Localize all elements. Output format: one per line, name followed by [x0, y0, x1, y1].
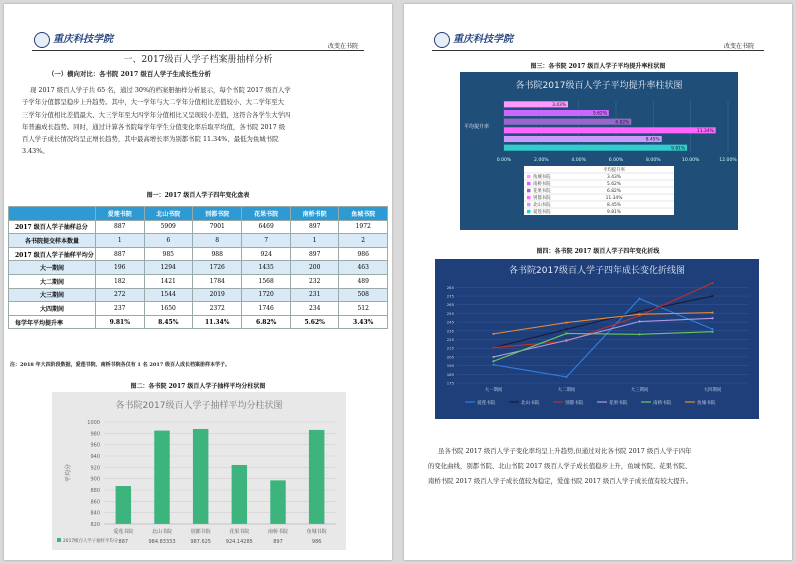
header-right-text: 改变在书院 — [724, 43, 755, 50]
y-tick-label: 265 — [446, 302, 454, 308]
row-label: 每学年平均提升率 — [9, 315, 96, 329]
table-cell: 2019 — [193, 288, 242, 302]
table-row — [9, 315, 388, 329]
table-note: 注：2018 年大四阶段数据，爱莲书院、南桥书院各仅有 1 名 2017 级百人成长档案册样本学子。 — [10, 362, 231, 368]
legend-swatch — [527, 203, 531, 207]
table-cell: 1544 — [144, 288, 193, 302]
x-tick-label: 4.00% — [571, 158, 586, 163]
paragraph-line: 现 2017 级百人学子共 65 名，通过 30%的档案册抽样分析显示，每个书院 2017 级百人学 — [30, 86, 291, 94]
legend-value: 9.81% — [607, 210, 621, 215]
table-cell: 1421 — [144, 274, 193, 288]
y-tick-label: 980 — [90, 431, 100, 438]
row-label: 大一期间 — [9, 261, 96, 275]
y-tick-label: 235 — [446, 328, 454, 334]
data-label: 984.83333 — [148, 539, 176, 545]
table-cell: 512 — [339, 302, 388, 316]
college-seal-icon — [34, 32, 50, 48]
legend-label: 爱莲书院 — [477, 401, 496, 406]
data-point — [711, 311, 713, 313]
table-cell: 7 — [242, 234, 291, 248]
bar — [154, 431, 169, 524]
table-cell: 1650 — [144, 302, 193, 316]
x-tick-label: 10.00% — [681, 158, 700, 163]
paragraph-line: 3.43%。 — [22, 147, 49, 156]
table-header-cell — [9, 207, 96, 221]
avg-score-bar-chart — [52, 392, 346, 550]
data-point — [492, 356, 494, 358]
data-point — [711, 282, 713, 284]
table-cell: 3.43% — [339, 315, 388, 329]
legend-label: 鱼城书院 — [533, 175, 551, 180]
y-tick-label: 860 — [90, 499, 100, 506]
chart2-caption: 图二：各书院 2017 级百人学子抽样平均分柱状图 — [130, 383, 266, 390]
row-label: 各书院提交样本数量 — [9, 234, 96, 248]
document-page-1 — [4, 4, 392, 560]
table-cell: 6 — [144, 234, 193, 248]
row-label: 大二期间 — [9, 274, 96, 288]
table-row — [9, 274, 388, 288]
table-cell: 1435 — [242, 261, 291, 275]
chart-title: 各书院2017级百人学子平均提升率柱状图 — [515, 81, 683, 91]
y-tick-label: 215 — [446, 345, 454, 351]
data-point — [711, 328, 713, 330]
legend-label: 鱼城书院 — [697, 401, 716, 406]
data-point — [492, 364, 494, 366]
paragraph-line: 年普遍成长趋势。同时，通过计算各书院每学年学生分值变化率后取平均值，各书院 2017 级 — [22, 122, 286, 131]
legend-value: 11.34% — [605, 196, 623, 201]
table-row — [9, 288, 388, 302]
data-point — [492, 346, 494, 348]
legend-swatch — [527, 210, 531, 214]
bar — [504, 145, 687, 151]
table-cell: 1784 — [193, 274, 242, 288]
table-cell: 1746 — [242, 302, 291, 316]
table-header-cell: 鱼城书院 — [339, 207, 388, 221]
table-cell: 1720 — [242, 288, 291, 302]
table-row — [9, 234, 388, 248]
table-cell: 2 — [339, 234, 388, 248]
table-cell: 1 — [290, 234, 339, 248]
legend-label: 北山书院 — [533, 203, 551, 208]
data-point — [711, 331, 713, 333]
section-subtitle: （一）横向对比：各书院 2017 级百人学子生成长性分析 — [48, 70, 211, 78]
data-label: 11.34% — [696, 129, 714, 135]
x-tick-label: 8.00% — [646, 158, 661, 163]
legend-table-header: 平均提升率 — [603, 168, 625, 173]
x-tick-label: 南桥书院 — [267, 529, 289, 535]
improvement-rate-bar-chart — [460, 72, 738, 230]
table-header-row — [9, 207, 388, 221]
table-cell: 6469 — [242, 220, 291, 234]
row-label: 2017 级百人学子抽样总分 — [9, 220, 96, 234]
document-page-2 — [404, 4, 792, 560]
bar — [232, 465, 247, 524]
table-cell: 489 — [339, 274, 388, 288]
y-tick-label: 1000 — [87, 420, 100, 426]
chart-background — [435, 259, 759, 419]
analysis-paragraph — [22, 84, 378, 158]
y-tick-label: 225 — [446, 337, 454, 343]
bar — [504, 127, 716, 133]
table-cell: 2372 — [193, 302, 242, 316]
table-cell: 231 — [290, 288, 339, 302]
x-tick-label: 大二期间 — [557, 388, 576, 393]
table-header-cell: 别都书院 — [193, 207, 242, 221]
legend-label: 南桥书院 — [653, 401, 672, 406]
paragraph-line: 百人学子成长情况均呈正增长趋势，其中最高增长率为别都书院 11.34%、最低为鱼城书院 — [22, 135, 279, 144]
table-row — [9, 261, 388, 275]
data-point — [638, 313, 640, 315]
bar — [270, 480, 285, 524]
table-cell: 897 — [290, 220, 339, 234]
header-divider — [432, 50, 764, 51]
paragraph-line: 虽各书院 2017 级百人学子变化率均呈上升趋势,但通过对比各书院 2017 级百人学子四年 — [438, 447, 692, 455]
data-point — [638, 320, 640, 322]
data-point — [638, 298, 640, 300]
data-label: 5.62% — [592, 111, 607, 117]
table-cell: 7901 — [193, 220, 242, 234]
table-header-cell: 南桥书院 — [290, 207, 339, 221]
data-point — [492, 360, 494, 362]
x-tick-label: 花果书院 — [229, 529, 250, 535]
table-cell: 1568 — [242, 274, 291, 288]
x-tick-label: 爱莲书院 — [113, 529, 134, 535]
legend-swatch — [527, 196, 531, 200]
table-cell: 1726 — [193, 261, 242, 275]
table-cell: 1294 — [144, 261, 193, 275]
data-point — [565, 376, 567, 378]
legend-value: 5.62% — [607, 182, 621, 187]
row-label: 大三期间 — [9, 288, 96, 302]
header-divider — [32, 50, 364, 51]
header-right-text: 改变在书院 — [328, 43, 359, 50]
data-label: 3.43% — [552, 103, 567, 109]
table-row — [9, 220, 388, 234]
y-tick-label: 255 — [446, 310, 454, 316]
x-tick-label: 12.00% — [719, 158, 737, 163]
data-point — [638, 310, 640, 312]
table-cell: 1 — [96, 234, 145, 248]
chart1-caption: 图三：各书院 2017 级百人学子平均提升率柱状图 — [530, 63, 666, 70]
paragraph-line: 三学年分值相比差值最大、大三学年至大四学年分值相比又呈现较小差值，这符合各学生大学四 — [22, 110, 291, 119]
table-cell: 182 — [96, 274, 145, 288]
data-point — [565, 339, 567, 341]
data-label: 887 — [118, 539, 129, 545]
table-cell: 8 — [193, 234, 242, 248]
bar — [193, 429, 208, 524]
x-tick-label: 大一期间 — [484, 388, 503, 393]
table-row — [9, 247, 388, 261]
data-point — [711, 317, 713, 319]
data-table — [8, 206, 388, 329]
table-cell: 196 — [96, 261, 145, 275]
x-tick-label: 别都书院 — [190, 529, 211, 535]
chart-title: 各书院2017级百人学子抽样平均分柱状图 — [115, 401, 283, 411]
y-tick-label: 820 — [90, 522, 100, 528]
legend-swatch — [57, 538, 61, 542]
legend-label: 北山书院 — [521, 401, 540, 406]
x-tick-label: 2.00% — [534, 158, 549, 163]
legend-value: 8.45% — [607, 203, 621, 208]
table-cell: 985 — [144, 247, 193, 261]
college-logo: 重庆科技学院 — [434, 30, 513, 48]
legend-label: 花果书院 — [609, 401, 628, 406]
paragraph-line: 南桥书院 2017 级百人学子成长值较为稳定，爱莲书院 2017 级百人学子成长值有较大提升。 — [428, 477, 693, 485]
legend-label: 南桥书院 — [533, 182, 551, 187]
legend-label: 花果书院 — [533, 189, 551, 194]
bar — [504, 136, 662, 142]
data-point — [565, 332, 567, 334]
x-tick-label: 6.00% — [608, 158, 624, 163]
paragraph-line: 子学年分值都呈稳步上升趋势。其中，大一学年与大二学年分值相比差值较小、大二学年至大 — [22, 98, 285, 107]
x-tick-label: 大三期间 — [630, 388, 649, 393]
table-cell: 508 — [339, 288, 388, 302]
college-logo: 重庆科技学院 — [34, 30, 113, 48]
table-caption: 图一：2017 级百人学子四年变化盘表 — [146, 192, 250, 199]
bar — [116, 486, 131, 524]
table-cell: 988 — [193, 247, 242, 261]
table-cell: 234 — [290, 302, 339, 316]
y-tick-label: 840 — [90, 510, 100, 517]
y-tick-label: 900 — [90, 476, 100, 483]
chart3-caption: 图四：各书院 2017 级百人学子四年变化折线 — [536, 248, 660, 255]
legend-swatch — [527, 189, 531, 193]
data-point — [711, 295, 713, 297]
table-header-cell: 花果书院 — [242, 207, 291, 221]
legend-label: 2017级百人学子抽样平均分 — [63, 539, 119, 544]
conclusion-paragraph — [428, 444, 778, 489]
table-cell: 986 — [339, 247, 388, 261]
table-cell: 272 — [96, 288, 145, 302]
table-cell: 6.82% — [242, 315, 291, 329]
bar — [309, 430, 324, 524]
y-tick-label: 920 — [90, 465, 100, 472]
legend-value: 6.82% — [607, 189, 621, 194]
data-label: 986 — [311, 539, 322, 545]
y-tick-label: 245 — [446, 319, 454, 325]
legend-swatch — [527, 182, 531, 186]
table-cell: 5909 — [144, 220, 193, 234]
data-label: 987.625 — [190, 539, 212, 545]
table-cell: 887 — [96, 247, 145, 261]
table-cell: 8.45% — [144, 315, 193, 329]
data-label: 9.81% — [671, 146, 686, 152]
data-point — [492, 333, 494, 335]
x-tick-label: 鱼城书院 — [306, 529, 327, 535]
y-tick-label: 175 — [446, 380, 454, 386]
table-cell: 237 — [96, 302, 145, 316]
chart-title: 各书院2017级百人学子四年成长变化折线图 — [509, 266, 685, 276]
y-tick-label: 940 — [90, 454, 100, 460]
data-point — [638, 333, 640, 335]
table-cell: 1972 — [339, 220, 388, 234]
row-label: 2017 级百人学子抽样平均分 — [9, 247, 96, 261]
table-cell: 11.34% — [193, 315, 242, 329]
table-header-cell: 北山书院 — [144, 207, 193, 221]
table-cell: 463 — [339, 261, 388, 275]
table-header-cell: 爱莲书院 — [96, 207, 145, 221]
y-tick-label: 960 — [90, 442, 100, 449]
legend-label: 别都书院 — [565, 401, 584, 406]
data-label: 924.14285 — [225, 539, 253, 545]
data-point — [565, 328, 567, 330]
data-label: 8.45% — [645, 137, 660, 143]
legend-value: 3.43% — [607, 175, 621, 180]
legend-swatch — [527, 175, 531, 179]
growth-line-chart — [435, 259, 759, 419]
x-tick-label: 北山书院 — [151, 529, 173, 535]
college-seal-icon — [434, 32, 450, 48]
table-cell: 9.81% — [96, 315, 145, 329]
y-tick-label: 195 — [446, 363, 454, 369]
legend-label: 别都书院 — [533, 196, 551, 201]
table-cell: 232 — [290, 274, 339, 288]
y-tick-label: 275 — [446, 293, 454, 299]
section-title: 一、2017级百人学子档案册抽样分析 — [123, 55, 273, 65]
data-label: 897 — [273, 539, 283, 545]
x-tick-label: 大四期间 — [703, 388, 722, 393]
row-label: 大四期间 — [9, 302, 96, 316]
x-tick-label: 0.00% — [496, 158, 512, 163]
y-tick-label: 185 — [446, 371, 454, 377]
table-cell: 5.62% — [290, 315, 339, 329]
table-cell: 200 — [290, 261, 339, 275]
data-point — [565, 321, 567, 323]
table-cell: 897 — [290, 247, 339, 261]
data-label: 6.82% — [615, 120, 630, 126]
paragraph-line: 的变化曲线，别都书院、北山书院 2017 级百人学子成长值稳步上升，鱼城书院、花果书院、 — [428, 462, 692, 470]
table-cell: 887 — [96, 220, 145, 234]
table-row — [9, 302, 388, 316]
legend-label: 爱莲书院 — [533, 210, 551, 215]
bar — [504, 119, 631, 125]
y-axis-label: 平均分 — [65, 463, 72, 483]
y-tick-label: 880 — [90, 488, 100, 494]
y-axis-label: 平均提升率 — [464, 124, 490, 130]
y-tick-label: 285 — [446, 284, 454, 290]
y-tick-label: 205 — [446, 354, 454, 360]
table-cell: 924 — [242, 247, 291, 261]
